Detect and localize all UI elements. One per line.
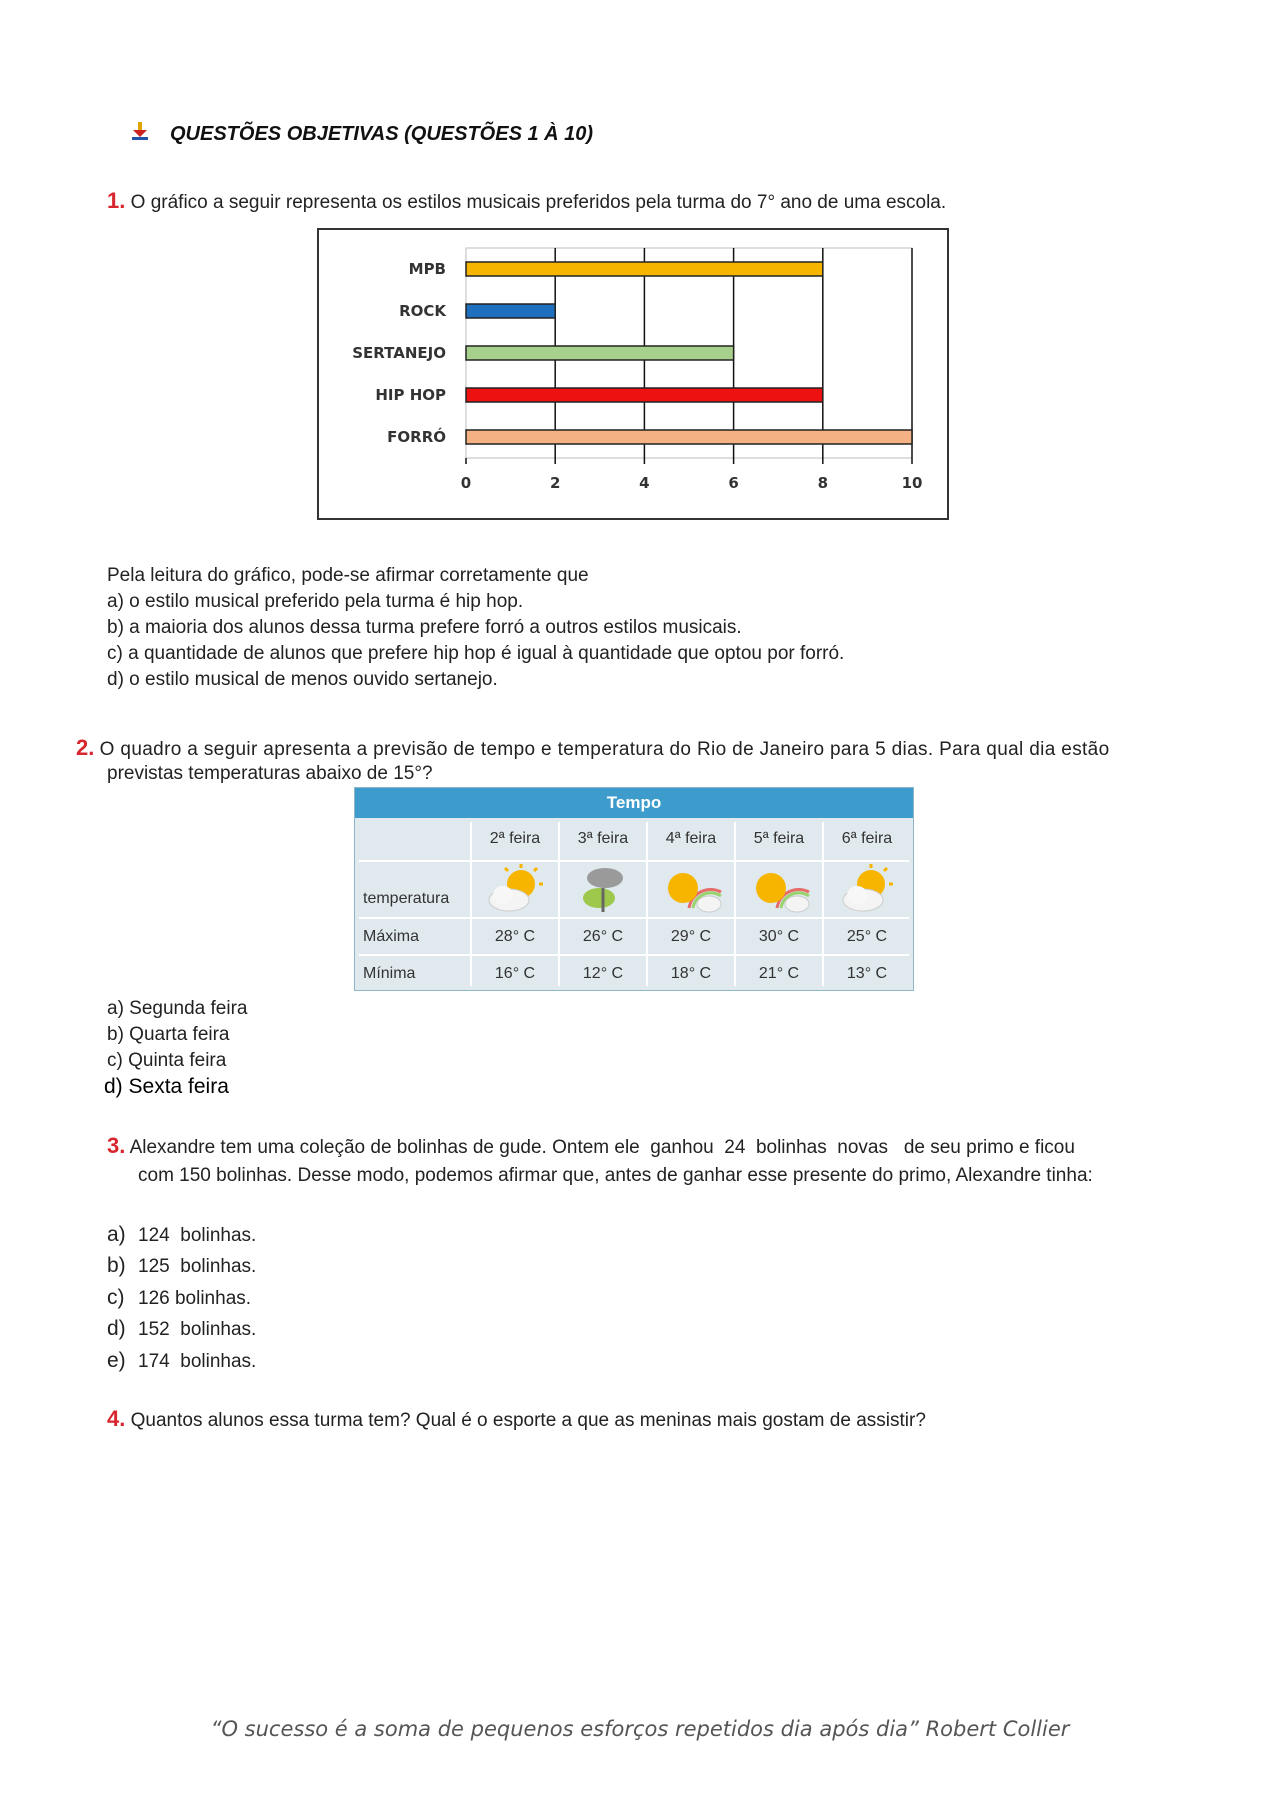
question-text: Alexandre tem uma coleção de bolinhas de gude. Ontem ele ganhou 24 bolinhas novas de seu primo e ficou	[129, 1137, 1075, 1158]
sun-cloud-icon	[835, 862, 899, 916]
question-number: 4.	[107, 1406, 126, 1431]
question-1-prompt: Pela leitura do gráfico, pode-se afirmar corretamente que	[107, 565, 589, 586]
max-temp: 29° C	[670, 928, 712, 945]
bar-chart	[319, 230, 947, 518]
option-a: a) Segunda feira	[107, 998, 248, 1019]
bar	[466, 262, 823, 276]
category-label: FORRÓ	[387, 428, 446, 446]
max-temp: 26° C	[582, 928, 624, 945]
category-label: ROCK	[399, 302, 446, 320]
day-header: 3ª feira	[577, 830, 629, 847]
question-1	[107, 188, 946, 216]
min-temp: 21° C	[758, 965, 800, 982]
question-4	[107, 1406, 926, 1434]
min-temp: 13° C	[846, 965, 888, 982]
footer-quote: “O sucesso é a soma de pequenos esforços repetidos dia após dia” Robert Collier	[210, 1717, 1070, 1741]
day-header: 4ª feira	[665, 830, 717, 847]
section-header	[130, 122, 593, 146]
arrow-down-icon	[130, 122, 152, 146]
bar	[466, 430, 912, 444]
sun-rainbow-icon	[747, 862, 811, 916]
min-temp: 12° C	[582, 965, 624, 982]
option-a: a) 124 bolinhas.	[107, 1223, 257, 1246]
question-text-continued: previstas temperaturas abaixo de 15°?	[107, 763, 433, 784]
bar	[466, 388, 823, 402]
question-number: 3.	[107, 1133, 126, 1158]
row-label-temperature: temperatura	[363, 890, 450, 907]
day-header: 5ª feira	[753, 830, 805, 847]
category-label: HIP HOP	[375, 386, 446, 404]
day-header: 2ª feira	[489, 830, 541, 847]
question-number: 2.	[76, 735, 95, 760]
option-d: d) 152 bolinhas.	[107, 1317, 257, 1340]
x-tick-label: 0	[460, 474, 472, 492]
question-text: Quantos alunos essa turma tem? Qual é o esporte a que as meninas mais gostam de assistir?	[130, 1410, 926, 1431]
question-text: O gráfico a seguir representa os estilos musicais preferidos pela turma do 7° ano de uma escola.	[130, 192, 947, 213]
sun-cloud-icon	[483, 862, 547, 916]
x-tick-label: 4	[639, 474, 650, 492]
section-title: QUESTÕES OBJETIVAS (QUESTÕES 1 À 10)	[170, 123, 594, 145]
option-a: a) o estilo musical preferido pela turma é hip hop.	[107, 591, 524, 612]
question-text-continued: com 150 bolinhas. Desse modo, podemos afirmar que, antes de ganhar esse presente do primo, Alexandre tinha:	[138, 1165, 1093, 1186]
option-c: c) 126 bolinhas.	[107, 1286, 252, 1309]
question-number: 1.	[107, 188, 126, 213]
option-d: d) o estilo musical de menos ouvido sertanejo.	[107, 669, 498, 690]
min-temp: 18° C	[670, 965, 712, 982]
max-temp: 30° C	[758, 928, 800, 945]
category-label: SERTANEJO	[352, 344, 446, 362]
table-title: Tempo	[355, 788, 913, 818]
option-d: d) Sexta feira	[104, 1075, 229, 1098]
question-text: O quadro a seguir apresenta a previsão de tempo e temperatura do Rio de Janeiro para 5 dias. Para qual dia estão	[99, 739, 1110, 760]
option-b: b) 125 bolinhas.	[107, 1254, 257, 1277]
max-temp: 28° C	[494, 928, 536, 945]
max-temp: 25° C	[846, 928, 888, 945]
option-b: b) Quarta feira	[107, 1024, 230, 1045]
option-c: c) Quinta feira	[107, 1050, 227, 1071]
row-label-max: Máxima	[363, 928, 420, 945]
storm-cloud-icon	[571, 862, 635, 916]
question-3	[107, 1133, 1075, 1161]
day-header: 6ª feira	[841, 830, 893, 847]
option-e: e) 174 bolinhas.	[107, 1349, 257, 1372]
bar	[466, 304, 555, 318]
category-label: MPB	[408, 260, 446, 278]
weather-table	[354, 787, 914, 991]
x-tick-label: 6	[728, 474, 739, 492]
row-label-min: Mínima	[363, 965, 416, 982]
option-b: b) a maioria dos alunos dessa turma prefere forró a outros estilos musicais.	[107, 617, 742, 638]
question-2	[76, 735, 1166, 763]
min-temp: 16° C	[494, 965, 536, 982]
x-tick-label: 2	[549, 474, 561, 492]
x-tick-label: 8	[817, 474, 829, 492]
music-styles-chart	[317, 228, 949, 520]
option-c: c) a quantidade de alunos que prefere hip hop é igual à quantidade que optou por forró.	[107, 643, 845, 664]
bar	[466, 346, 734, 360]
x-tick-label: 10	[901, 474, 923, 492]
sun-rainbow-icon	[659, 862, 723, 916]
